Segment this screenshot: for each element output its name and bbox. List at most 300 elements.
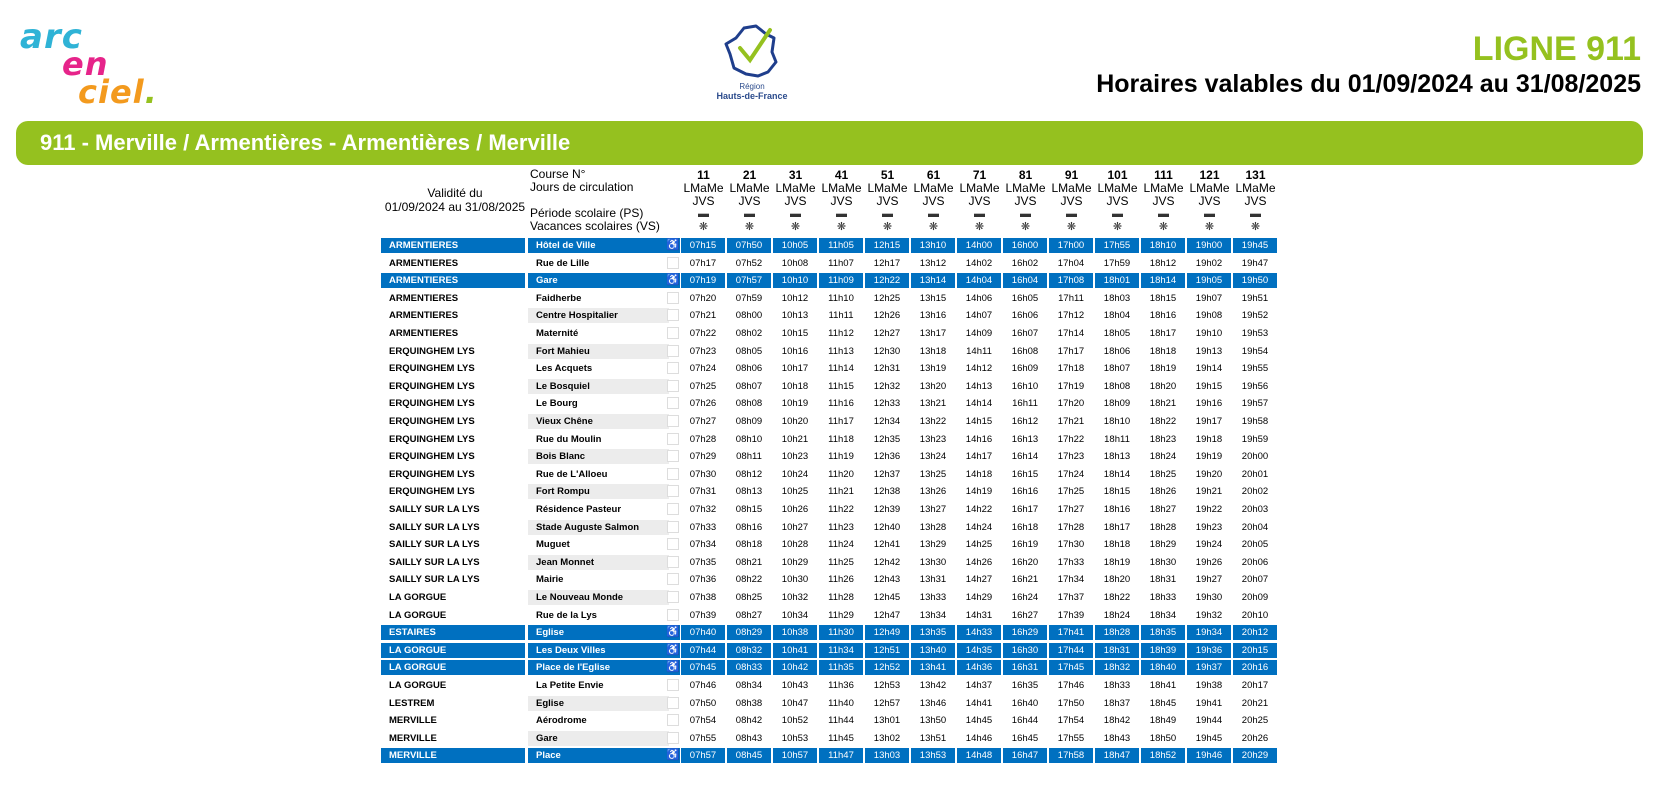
time-cell: 19h15 bbox=[1195, 380, 1223, 392]
time-cell: 11h25 bbox=[828, 556, 854, 568]
time-cell: 14h12 bbox=[965, 363, 993, 375]
table-row bbox=[381, 520, 1279, 535]
time-cell: 18h40 bbox=[1141, 660, 1185, 675]
time-cell: 13h12 bbox=[919, 257, 947, 269]
accessibility-empty-cell bbox=[666, 449, 680, 464]
time-cell: 18h10 bbox=[1103, 416, 1131, 427]
sun-icon: ❋ bbox=[1158, 221, 1169, 233]
time-cell: 14h18 bbox=[965, 468, 993, 480]
time-cell: 07h55 bbox=[689, 732, 717, 744]
time-cell: 20h03 bbox=[1241, 504, 1269, 515]
course-days-line1: LMaMe bbox=[913, 181, 954, 195]
accessibility-empty-cell bbox=[666, 502, 680, 517]
wheelchair-icon: ♿ bbox=[666, 643, 680, 656]
time-cell: 18h14 bbox=[1103, 468, 1131, 480]
time-cell: 14h48 bbox=[957, 748, 1001, 763]
school-bag-icon: ▬ bbox=[790, 208, 801, 220]
time-cell: 07h22 bbox=[689, 328, 717, 339]
time-cell: 12h53 bbox=[873, 680, 901, 691]
time-cell: 12h25 bbox=[873, 292, 901, 304]
table-row bbox=[381, 414, 1279, 429]
time-cell: 07h44 bbox=[681, 643, 725, 658]
course-header bbox=[1049, 169, 1094, 234]
stop-cell: Rue de L'Alloeu bbox=[536, 468, 608, 480]
city-cell: ESTAIRES bbox=[381, 625, 525, 640]
table-row bbox=[381, 449, 1279, 464]
time-cell: 10h18 bbox=[781, 380, 809, 392]
time-cell: 20h09 bbox=[1241, 592, 1269, 603]
time-cell: 11h17 bbox=[828, 416, 854, 427]
time-cell: 12h57 bbox=[873, 697, 901, 709]
stop-cell: Rue de la Lys bbox=[536, 609, 597, 621]
city-cell: ERQUINGHEM LYS bbox=[389, 416, 475, 427]
course-number: 11 bbox=[697, 168, 710, 182]
course-days-line2: JVS bbox=[1244, 194, 1267, 208]
sun-icon: ❋ bbox=[882, 221, 893, 233]
time-cell: 17h17 bbox=[1057, 345, 1085, 357]
time-cell: 19h45 bbox=[1195, 732, 1223, 744]
time-cell: 16h18 bbox=[1011, 521, 1039, 533]
course-days-line2: JVS bbox=[830, 194, 853, 208]
time-cell: 13h31 bbox=[919, 574, 947, 586]
stop-cell: Place de l'Eglise bbox=[528, 660, 669, 675]
stop-cell: Eglise bbox=[528, 696, 669, 711]
time-cell: 10h15 bbox=[781, 328, 809, 339]
city-cell: ERQUINGHEM LYS bbox=[389, 468, 475, 480]
city-cell: ERQUINGHEM LYS bbox=[389, 451, 475, 463]
time-cell: 17h23 bbox=[1057, 451, 1085, 463]
region-label: Région bbox=[739, 82, 765, 91]
time-cell: 18h22 bbox=[1103, 592, 1131, 603]
time-cell: 11h15 bbox=[828, 380, 854, 392]
time-cell: 18h13 bbox=[1103, 451, 1131, 463]
header-labels bbox=[530, 168, 660, 233]
time-cell: 19h57 bbox=[1241, 398, 1269, 410]
course-days-line2: JVS bbox=[1014, 194, 1037, 208]
time-cell: 11h14 bbox=[828, 363, 854, 375]
logo-word-en: en bbox=[62, 45, 109, 83]
time-cell: 12h41 bbox=[873, 539, 901, 551]
time-cell: 18h30 bbox=[1149, 556, 1177, 568]
time-cell: 14h09 bbox=[965, 328, 993, 339]
time-cell: 14h15 bbox=[965, 416, 993, 427]
time-cell: 17h30 bbox=[1057, 539, 1085, 551]
time-cell: 10h21 bbox=[781, 433, 809, 445]
time-cell: 18h23 bbox=[1149, 433, 1177, 445]
table-row bbox=[381, 502, 1279, 517]
time-cell: 19h02 bbox=[1195, 257, 1223, 269]
time-cell: 11h13 bbox=[828, 345, 854, 357]
city-cell: ERQUINGHEM LYS bbox=[389, 398, 475, 410]
time-cell: 20h10 bbox=[1241, 609, 1269, 621]
table-row bbox=[381, 643, 1279, 658]
course-header bbox=[1003, 169, 1048, 234]
time-cell: 19h53 bbox=[1241, 328, 1269, 339]
city-cell: ARMENTIERES bbox=[389, 310, 459, 322]
time-cell: 17h44 bbox=[1049, 643, 1093, 658]
time-cell: 18h20 bbox=[1149, 380, 1177, 392]
time-cell: 14h25 bbox=[965, 539, 993, 551]
time-cell: 16h30 bbox=[1003, 643, 1047, 658]
time-cell: 10h52 bbox=[781, 715, 809, 727]
time-cell: 14h26 bbox=[965, 556, 993, 568]
stop-cell: Place bbox=[528, 748, 669, 763]
time-cell: 13h17 bbox=[919, 328, 947, 339]
time-cell: 17h19 bbox=[1057, 380, 1085, 392]
time-cell: 18h15 bbox=[1103, 486, 1131, 498]
time-cell: 11h26 bbox=[828, 574, 854, 586]
validity-label: Validité du bbox=[427, 186, 483, 200]
time-cell: 18h49 bbox=[1149, 715, 1177, 727]
stop-cell: Eglise bbox=[528, 625, 669, 640]
stop-cell: Rue de Lille bbox=[536, 257, 590, 269]
time-cell: 07h31 bbox=[689, 486, 717, 498]
school-period-label: Période scolaire (PS) bbox=[530, 206, 644, 220]
city-cell: MERVILLE bbox=[389, 715, 437, 727]
time-cell: 14h33 bbox=[957, 625, 1001, 640]
logo-word-arc: arc bbox=[20, 17, 83, 57]
course-number: 121 bbox=[1199, 168, 1220, 182]
course-label: Course N° bbox=[530, 167, 586, 181]
time-cell: 17h55 bbox=[1095, 238, 1139, 253]
accessibility-empty-cell bbox=[666, 590, 680, 605]
time-cell: 10h34 bbox=[781, 609, 809, 621]
time-cell: 13h23 bbox=[919, 433, 947, 445]
time-cell: 16h17 bbox=[1011, 504, 1039, 515]
time-cell: 16h16 bbox=[1011, 486, 1039, 498]
school-bag-icon: ▬ bbox=[1112, 208, 1123, 220]
stop-cell: Vieux Chêne bbox=[528, 414, 669, 429]
city-cell: ARMENTIERES bbox=[389, 292, 459, 304]
time-cell: 18h37 bbox=[1103, 697, 1131, 709]
table-row bbox=[381, 344, 1279, 359]
time-cell: 18h18 bbox=[1103, 539, 1131, 551]
time-cell: 11h23 bbox=[828, 521, 854, 533]
stop-cell: Faidherbe bbox=[536, 292, 582, 304]
time-cell: 18h24 bbox=[1149, 451, 1177, 463]
time-cell: 19h54 bbox=[1241, 345, 1269, 357]
time-cell: 14h41 bbox=[965, 697, 993, 709]
time-cell: 19h00 bbox=[1187, 238, 1231, 253]
time-cell: 18h08 bbox=[1103, 380, 1131, 392]
time-cell: 19h14 bbox=[1195, 363, 1223, 375]
route-banner bbox=[16, 121, 1643, 165]
time-cell: 17h04 bbox=[1057, 257, 1085, 269]
time-cell: 08h42 bbox=[735, 715, 763, 727]
accessibility-empty-cell bbox=[666, 308, 680, 323]
city-cell: LA GORGUE bbox=[389, 592, 447, 603]
time-cell: 16h19 bbox=[1011, 539, 1039, 551]
time-cell: 11h22 bbox=[828, 504, 854, 515]
time-cell: 12h47 bbox=[873, 609, 901, 621]
time-cell: 10h30 bbox=[781, 574, 809, 586]
time-cell: 07h21 bbox=[689, 310, 717, 322]
validity-block bbox=[382, 186, 528, 214]
course-days-line2: JVS bbox=[1106, 194, 1129, 208]
time-cell: 10h27 bbox=[781, 521, 809, 533]
course-header bbox=[727, 169, 772, 234]
time-cell: 07h32 bbox=[689, 504, 717, 515]
school-bag-icon: ▬ bbox=[1204, 208, 1215, 220]
time-cell: 11h21 bbox=[828, 486, 854, 498]
time-cell: 13h50 bbox=[919, 715, 947, 727]
time-cell: 18h20 bbox=[1103, 574, 1131, 586]
stop-cell: Jean Monnet bbox=[528, 555, 669, 570]
city-cell: ARMENTIERES bbox=[381, 273, 525, 288]
time-cell: 07h54 bbox=[689, 715, 717, 727]
time-cell: 19h23 bbox=[1195, 521, 1223, 533]
time-cell: 20h05 bbox=[1241, 539, 1269, 551]
time-cell: 18h11 bbox=[1104, 433, 1130, 445]
accessibility-empty-cell bbox=[666, 432, 680, 447]
time-cell: 18h41 bbox=[1149, 680, 1177, 691]
line-number-title: LIGNE 911 bbox=[1472, 30, 1641, 68]
sun-icon: ❋ bbox=[836, 221, 847, 233]
table-row bbox=[381, 696, 1279, 711]
time-cell: 10h53 bbox=[781, 732, 809, 744]
time-cell: 19h21 bbox=[1195, 486, 1223, 498]
time-cell: 11h19 bbox=[828, 451, 854, 463]
time-cell: 14h07 bbox=[965, 310, 993, 322]
time-cell: 13h27 bbox=[919, 504, 947, 515]
time-cell: 19h44 bbox=[1195, 715, 1223, 727]
city-cell: ARMENTIERES bbox=[381, 238, 525, 253]
school-bag-icon: ▬ bbox=[836, 208, 847, 220]
time-cell: 13h35 bbox=[911, 625, 955, 640]
time-cell: 10h57 bbox=[773, 748, 817, 763]
course-number: 101 bbox=[1107, 168, 1128, 182]
time-cell: 12h30 bbox=[873, 345, 901, 357]
table-row bbox=[381, 273, 1279, 288]
time-cell: 08h06 bbox=[735, 363, 763, 375]
time-cell: 14h35 bbox=[957, 643, 1001, 658]
table-row bbox=[381, 537, 1279, 552]
time-cell: 19h51 bbox=[1241, 292, 1269, 304]
time-cell: 16h20 bbox=[1011, 556, 1039, 568]
time-cell: 18h42 bbox=[1103, 715, 1131, 727]
time-cell: 17h00 bbox=[1049, 238, 1093, 253]
time-cell: 08h29 bbox=[727, 625, 771, 640]
stop-cell: Muguet bbox=[536, 539, 570, 551]
time-cell: 07h34 bbox=[689, 539, 717, 551]
time-cell: 11h24 bbox=[828, 539, 854, 551]
time-cell: 08h18 bbox=[735, 539, 763, 551]
time-cell: 18h22 bbox=[1149, 416, 1177, 427]
time-cell: 18h24 bbox=[1103, 609, 1131, 621]
city-cell: SAILLY SUR LA LYS bbox=[389, 504, 480, 515]
time-cell: 13h18 bbox=[919, 345, 947, 357]
time-cell: 07h24 bbox=[689, 363, 717, 375]
table-row bbox=[381, 555, 1279, 570]
time-cell: 16h35 bbox=[1011, 680, 1039, 691]
time-cell: 10h38 bbox=[773, 625, 817, 640]
time-cell: 16h04 bbox=[1003, 273, 1047, 288]
time-cell: 16h29 bbox=[1003, 625, 1047, 640]
time-cell: 11h45 bbox=[828, 732, 854, 744]
school-bag-icon: ▬ bbox=[882, 208, 893, 220]
time-cell: 08h45 bbox=[727, 748, 771, 763]
time-cell: 18h06 bbox=[1103, 345, 1131, 357]
time-cell: 07h59 bbox=[735, 292, 763, 304]
time-cell: 10h19 bbox=[781, 398, 809, 410]
time-cell: 16h10 bbox=[1011, 380, 1039, 392]
region-name: Hauts-de-France bbox=[716, 91, 788, 101]
time-cell: 18h43 bbox=[1103, 732, 1131, 744]
time-cell: 07h50 bbox=[689, 697, 717, 709]
time-cell: 19h41 bbox=[1195, 697, 1223, 709]
stop-cell: Gare bbox=[528, 273, 669, 288]
wheelchair-icon: ♿ bbox=[666, 661, 680, 674]
time-cell: 12h38 bbox=[873, 486, 901, 498]
time-cell: 17h50 bbox=[1057, 697, 1085, 709]
city-cell: ERQUINGHEM LYS bbox=[389, 486, 475, 498]
time-cell: 18h34 bbox=[1149, 609, 1177, 621]
time-cell: 17h27 bbox=[1057, 504, 1085, 515]
course-header bbox=[819, 169, 864, 234]
time-cell: 18h31 bbox=[1149, 574, 1177, 586]
time-cell: 16h14 bbox=[1011, 451, 1039, 463]
course-days-line1: LMaMe bbox=[867, 181, 908, 195]
time-cell: 11h34 bbox=[819, 643, 863, 658]
time-cell: 08h08 bbox=[735, 398, 763, 410]
accessibility-empty-cell bbox=[666, 731, 680, 746]
time-cell: 13h01 bbox=[873, 715, 901, 727]
stop-cell: Centre Hospitalier bbox=[528, 308, 669, 323]
table-row bbox=[381, 484, 1279, 499]
time-cell: 08h22 bbox=[735, 574, 763, 586]
sun-icon: ❋ bbox=[928, 221, 939, 233]
time-cell: 17h33 bbox=[1057, 556, 1085, 568]
course-days-line1: LMaMe bbox=[1235, 181, 1276, 195]
time-cell: 13h46 bbox=[919, 697, 947, 709]
time-cell: 16h31 bbox=[1003, 660, 1047, 675]
time-cell: 16h05 bbox=[1011, 292, 1039, 304]
time-cell: 17h08 bbox=[1049, 273, 1093, 288]
time-cell: 08h33 bbox=[727, 660, 771, 675]
time-cell: 11h05 bbox=[819, 238, 863, 253]
time-cell: 13h41 bbox=[911, 660, 955, 675]
time-cell: 08h25 bbox=[735, 592, 763, 603]
course-number: 71 bbox=[972, 168, 987, 182]
time-cell: 11h28 bbox=[828, 592, 854, 603]
course-days-line1: LMaMe bbox=[1143, 181, 1184, 195]
time-cell: 10h08 bbox=[781, 257, 809, 269]
course-header bbox=[681, 169, 726, 234]
time-cell: 20h06 bbox=[1241, 556, 1269, 568]
time-cell: 07h38 bbox=[689, 592, 717, 603]
city-cell: LA GORGUE bbox=[381, 643, 525, 658]
time-cell: 10h16 bbox=[781, 345, 809, 357]
time-cell: 16h21 bbox=[1011, 574, 1039, 586]
time-cell: 19h30 bbox=[1195, 592, 1223, 603]
time-cell: 13h30 bbox=[919, 556, 947, 568]
table-row bbox=[381, 660, 1279, 675]
course-days-line2: JVS bbox=[692, 194, 715, 208]
time-cell: 07h50 bbox=[727, 238, 771, 253]
accessibility-empty-cell bbox=[666, 572, 680, 587]
time-cell: 20h21 bbox=[1241, 697, 1269, 709]
time-cell: 12h31 bbox=[873, 363, 901, 375]
time-cell: 12h43 bbox=[873, 574, 901, 586]
time-cell: 07h45 bbox=[681, 660, 725, 675]
time-cell: 17h46 bbox=[1057, 680, 1085, 691]
stop-cell: Le Bosquiel bbox=[528, 379, 669, 394]
time-cell: 19h26 bbox=[1195, 556, 1223, 568]
validity-dates: 01/09/2024 au 31/08/2025 bbox=[384, 200, 526, 214]
time-cell: 10h17 bbox=[781, 363, 809, 375]
time-cell: 17h12 bbox=[1057, 310, 1085, 322]
stop-cell: Stade Auguste Salmon bbox=[528, 520, 669, 535]
time-cell: 17h55 bbox=[1057, 732, 1085, 744]
time-cell: 16h11 bbox=[1012, 398, 1038, 410]
time-cell: 17h25 bbox=[1057, 486, 1085, 498]
time-cell: 07h23 bbox=[689, 345, 717, 357]
accessibility-empty-cell bbox=[666, 379, 680, 394]
time-cell: 19h19 bbox=[1195, 451, 1223, 463]
france-map-icon bbox=[722, 22, 782, 80]
time-cell: 07h52 bbox=[735, 257, 763, 269]
time-cell: 12h34 bbox=[873, 416, 901, 427]
time-cell: 07h17 bbox=[689, 257, 717, 269]
school-bag-icon: ▬ bbox=[1250, 208, 1261, 220]
time-cell: 12h49 bbox=[865, 625, 909, 640]
time-cell: 14h06 bbox=[965, 292, 993, 304]
time-cell: 13h19 bbox=[919, 363, 947, 375]
time-cell: 19h10 bbox=[1195, 328, 1223, 339]
sun-icon: ❋ bbox=[698, 221, 709, 233]
time-cell: 12h27 bbox=[873, 328, 901, 339]
stop-cell: Fort Rompu bbox=[528, 484, 669, 499]
time-cell: 19h56 bbox=[1241, 380, 1269, 392]
course-number: 61 bbox=[926, 168, 941, 182]
time-cell: 20h29 bbox=[1233, 748, 1277, 763]
time-cell: 12h37 bbox=[873, 468, 901, 480]
stop-cell: Rue du Moulin bbox=[536, 433, 602, 445]
time-cell: 14h45 bbox=[965, 715, 993, 727]
course-days-line2: JVS bbox=[968, 194, 991, 208]
time-cell: 14h27 bbox=[965, 574, 993, 586]
time-cell: 14h31 bbox=[965, 609, 993, 621]
city-cell: ARMENTIERES bbox=[389, 257, 459, 269]
time-cell: 07h19 bbox=[681, 273, 725, 288]
city-cell: ERQUINGHEM LYS bbox=[389, 345, 475, 357]
time-cell: 18h10 bbox=[1141, 238, 1185, 253]
course-number: 81 bbox=[1018, 168, 1033, 182]
accessibility-empty-cell bbox=[666, 467, 680, 482]
course-days-line2: JVS bbox=[1198, 194, 1221, 208]
time-cell: 10h24 bbox=[781, 468, 809, 480]
time-cell: 13h14 bbox=[911, 273, 955, 288]
time-cell: 13h03 bbox=[865, 748, 909, 763]
time-cell: 11h29 bbox=[828, 609, 854, 621]
time-cell: 19h13 bbox=[1195, 345, 1223, 357]
time-cell: 08h32 bbox=[727, 643, 771, 658]
table-row bbox=[381, 713, 1279, 728]
time-cell: 12h52 bbox=[865, 660, 909, 675]
time-cell: 18h05 bbox=[1103, 328, 1131, 339]
time-cell: 16h13 bbox=[1011, 433, 1039, 445]
school-bag-icon: ▬ bbox=[1066, 208, 1077, 220]
days-label: Jours de circulation bbox=[530, 180, 634, 194]
time-cell: 16h08 bbox=[1011, 345, 1039, 357]
time-cell: 17h39 bbox=[1057, 609, 1085, 621]
time-cell: 19h24 bbox=[1195, 539, 1223, 551]
table-row bbox=[381, 256, 1279, 271]
time-cell: 17h41 bbox=[1049, 625, 1093, 640]
course-number: 31 bbox=[788, 168, 803, 182]
course-days-line1: LMaMe bbox=[959, 181, 1000, 195]
stop-cell: Les Deux Villes bbox=[528, 643, 669, 658]
